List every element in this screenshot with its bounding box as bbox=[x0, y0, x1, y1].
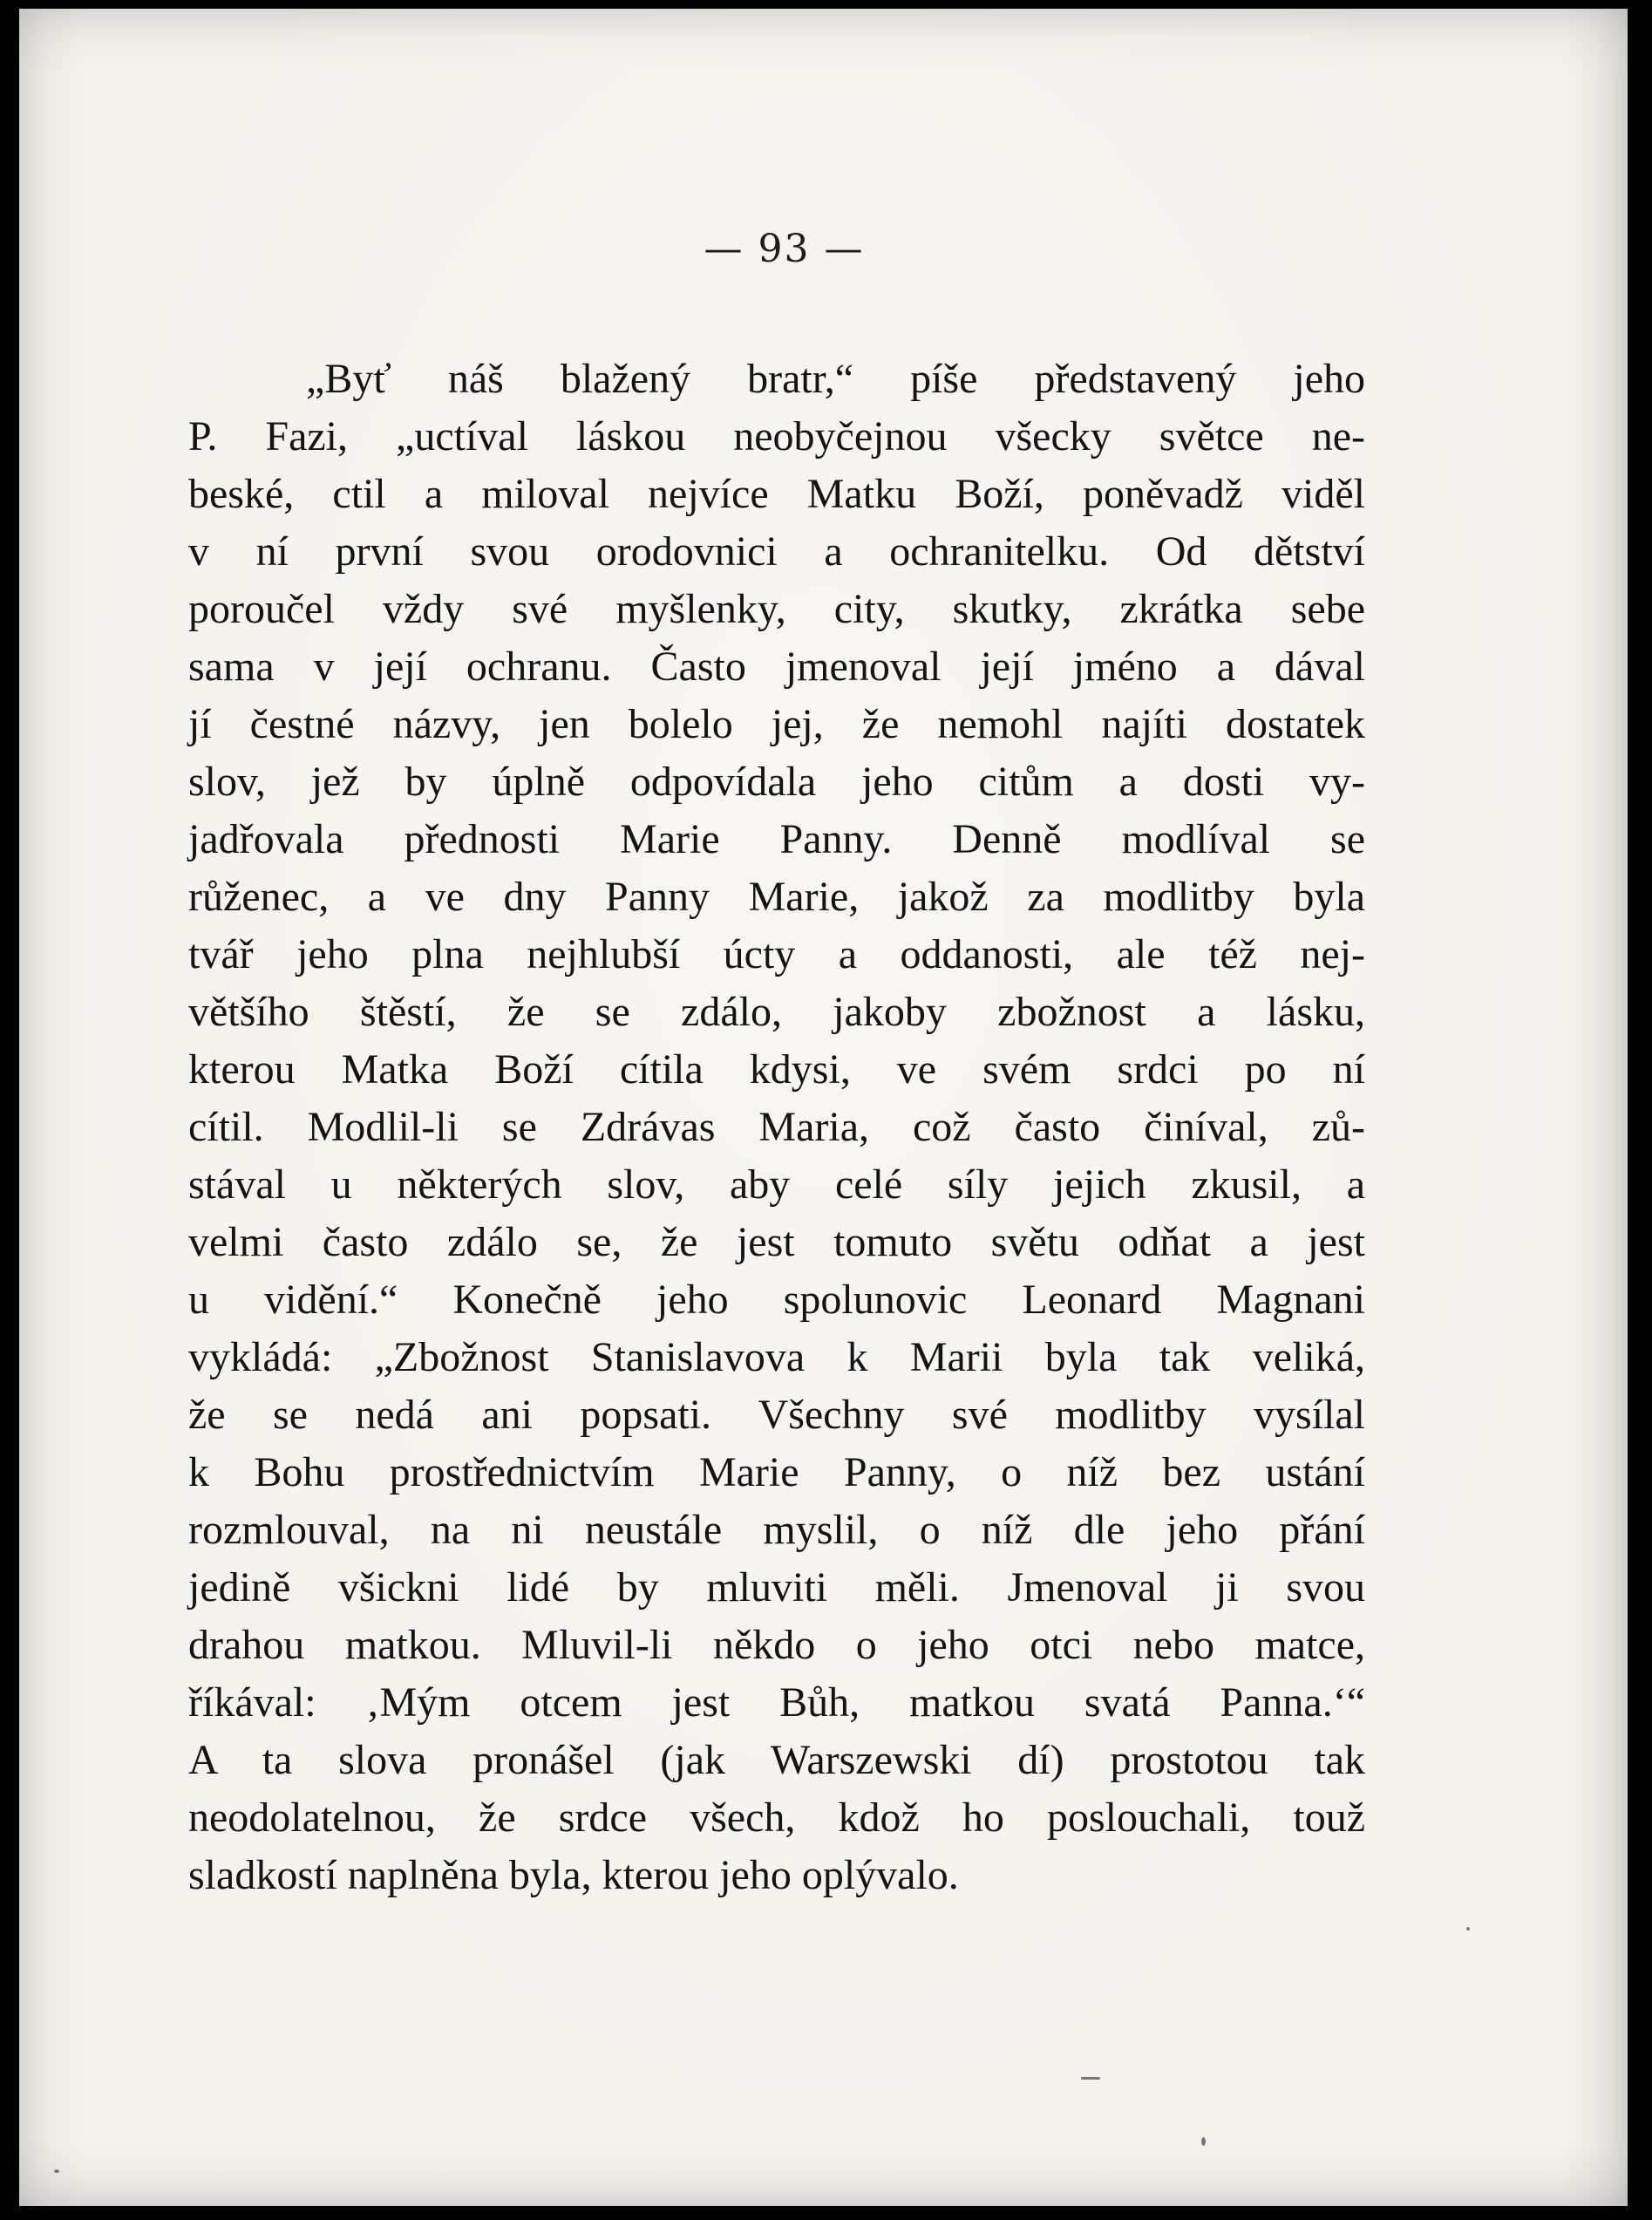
text-line: jí čestné názvy, jen bolelo jej, že nemohl najíti dostatek bbox=[188, 701, 1365, 747]
text-line: sama v její ochranu. Často jmenoval její jméno a dával bbox=[188, 644, 1365, 690]
scan-speck bbox=[1466, 1927, 1470, 1931]
text-line: vykládá: „Zbožnost Stanislavova k Marii byla tak veliká, bbox=[188, 1334, 1365, 1380]
text-line: rozmlouval, na ni neustále myslil, o níž dle jeho přání bbox=[188, 1507, 1365, 1553]
text-line: k Bohu prostřednictvím Marie Panny, o níž bez ustání bbox=[188, 1449, 1365, 1495]
text-line: slov, jež by úplně odpovídala jeho citům a dosti vy- bbox=[188, 759, 1365, 805]
page-body-text bbox=[188, 351, 1365, 1904]
text-line: jedině všickni lidé by mluviti měli. Jmenoval ji svou bbox=[188, 1564, 1365, 1611]
text-line: sladkostí naplněna byla, kterou jeho oplývalo. bbox=[188, 1852, 959, 1898]
text-line: že se nedá ani popsati. Všechny své modlitby vysílal bbox=[188, 1392, 1365, 1438]
scan-speck bbox=[1081, 2077, 1100, 2080]
page-number: — 93 — bbox=[704, 227, 865, 271]
text-line: jadřovala přednosti Marie Panny. Denně modlíval se bbox=[188, 816, 1365, 862]
text-line: tvář jeho plna nejhlubší úcty a oddanosti, ale též nej- bbox=[188, 931, 1365, 977]
text-line: beské, ctil a miloval nejvíce Matku Boží, poněvadž viděl bbox=[188, 471, 1365, 517]
text-line: u vidění.“ Konečně jeho spolunovic Leonard Magnani bbox=[188, 1277, 1365, 1323]
text-line: cítil. Modlil-li se Zdrávas Maria, což často činíval, zů- bbox=[188, 1104, 1365, 1150]
text-line: A ta slova pronášel (jak Warszewski dí) prostotou tak bbox=[188, 1737, 1365, 1783]
text-line: drahou matkou. Mluvil-li někdo o jeho otci nebo matce, bbox=[188, 1622, 1365, 1668]
scan-speck bbox=[54, 2169, 59, 2173]
text-line: v ní první svou orodovnici a ochranitelku. Od dětství bbox=[188, 528, 1365, 575]
text-line: neodolatelnou, že srdce všech, kdož ho poslouchali, touž bbox=[188, 1794, 1365, 1841]
scan-speck bbox=[1201, 2137, 1206, 2146]
text-line: kterou Matka Boží cítila kdysi, ve svém srdci po ní bbox=[188, 1046, 1365, 1093]
text-line: velmi často zdálo se, že jest tomuto světu odňat a jest bbox=[188, 1219, 1365, 1265]
book-page bbox=[19, 9, 1628, 2206]
text-line: poroučel vždy své myšlenky, city, skutky, zkrátka sebe bbox=[188, 586, 1365, 632]
text-line: stával u některých slov, aby celé síly jejich zkusil, a bbox=[188, 1161, 1365, 1208]
text-line: většího štěstí, že se zdálo, jakoby zbožnost a lásku, bbox=[188, 989, 1365, 1035]
text-line: růženec, a ve dny Panny Marie, jakož za modlitby byla bbox=[188, 874, 1365, 920]
text-line: „Byť náš blažený bratr,“ píše představený jeho bbox=[306, 356, 1365, 402]
text-line: říkával: ‚Mým otcem jest Bůh, matkou svatá Panna.‘“ bbox=[188, 1679, 1365, 1726]
text-line: P. Fazi, „uctíval láskou neobyčejnou všecky světce ne- bbox=[188, 413, 1365, 460]
